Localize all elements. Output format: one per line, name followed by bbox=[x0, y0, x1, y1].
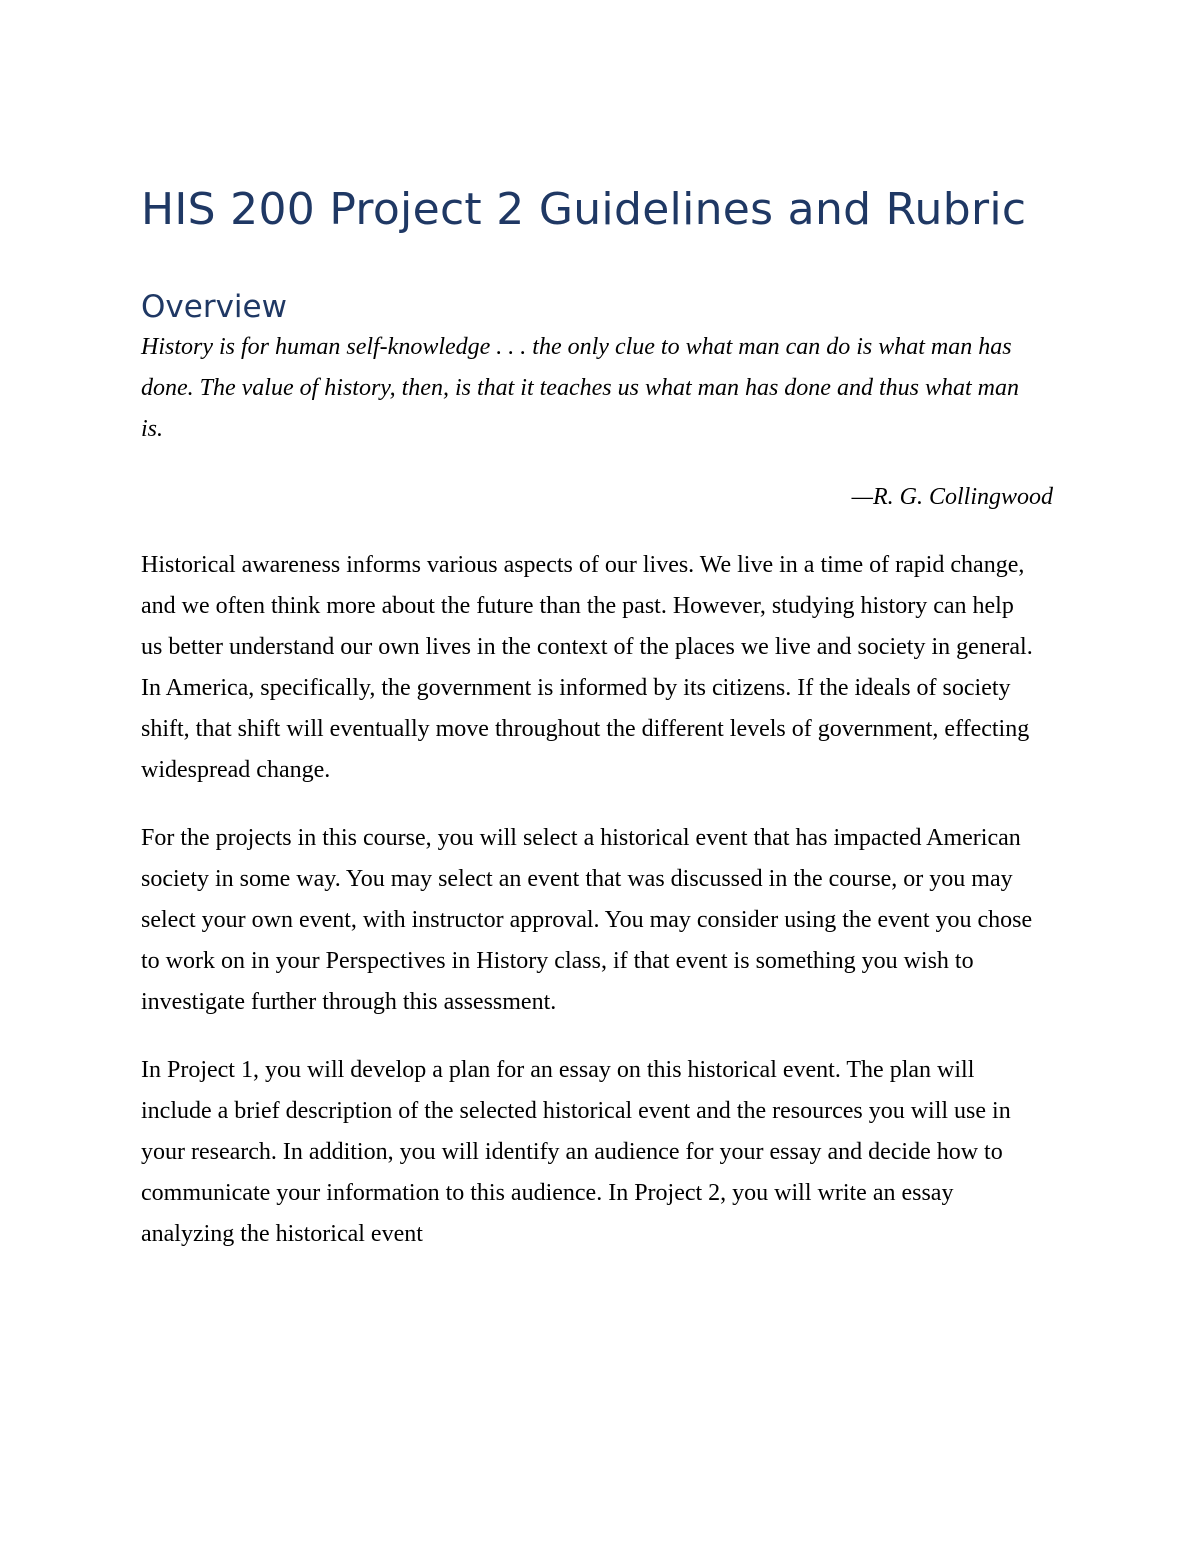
body-paragraph-2: For the projects in this course, you will select a historical event that has impacted American society in some way. You may select an event that was discussed in the course, or you may select your own event, with instructor approval. You may consider using the event you chose to work on in your Perspectives in History class, if that event is something you wish to investigate further through this assessment. bbox=[141, 825, 1033, 1015]
body-paragraph-1: Historical awareness informs various aspects of our lives. We live in a time of rapid change, and we often think more about the future than the past. However, studying history can help us better understand our own lives in the context of the places we live and society in general. In America, specifically, the government is informed by its citizens. If the ideals of society shift, that shift will eventually move throughout the different levels of government, effecting widespread change. bbox=[141, 552, 1033, 783]
body-paragraph-3: In Project 1, you will develop a plan for an essay on this historical event. The plan will include a brief description of the selected historical event and the resources you will use in your research. In addition, you will identify an audience for your essay and decide how to communicate your information to this audience. In Project 2, you will write an essay analyzing the historical event bbox=[141, 1057, 1011, 1247]
epigraph-quote: History is for human self-knowledge . . . the only clue to what man can do is what man has done. The value of history, then, is that it teaches us what man has done and thus what man is. bbox=[141, 334, 1019, 442]
overview-heading: Overview bbox=[141, 289, 287, 325]
document-content bbox=[141, 183, 1053, 1255]
document-title: HIS 200 Project 2 Guidelines and Rubric bbox=[141, 184, 1027, 235]
epigraph-attribution: —R. G. Collingwood bbox=[851, 484, 1053, 510]
